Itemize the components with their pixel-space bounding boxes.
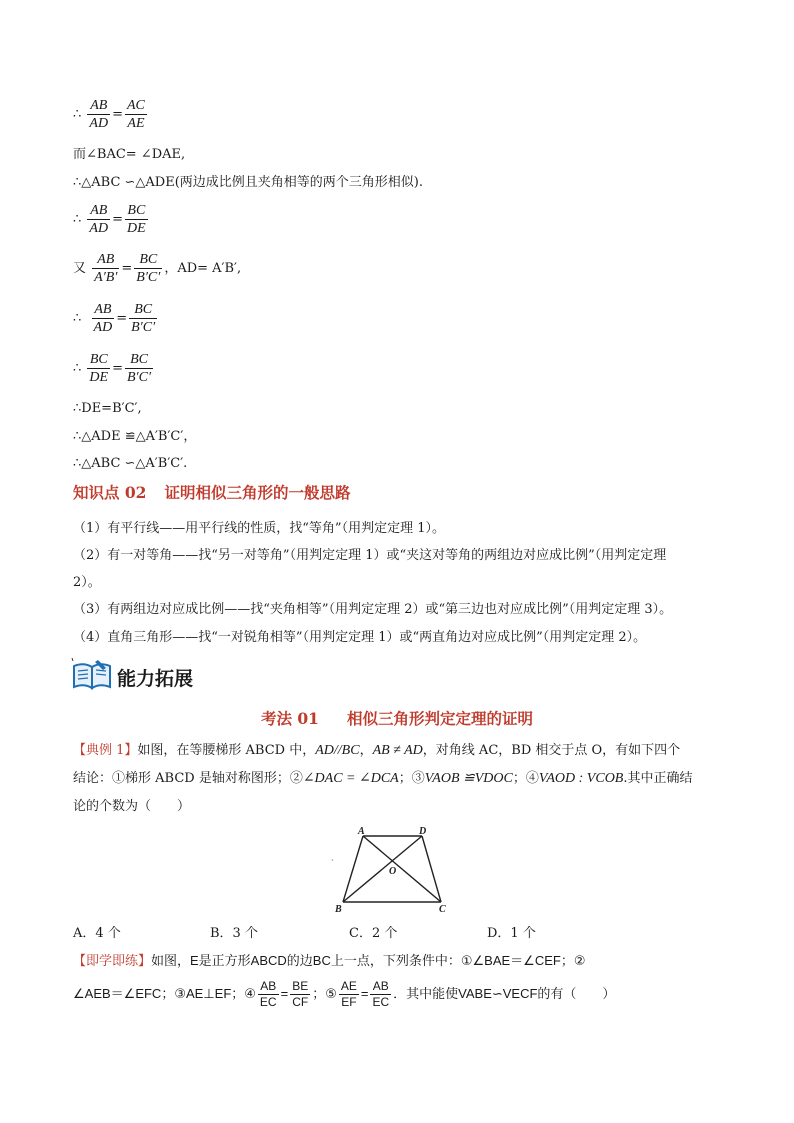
fraction: $\frac{BC}{B'C'}$ xyxy=(136,252,161,285)
trapezoid-figure xyxy=(325,826,455,920)
proof-line-6: ∴ $\frac{AB}{AD}$ = $\frac{BC}{B'C'}$ xyxy=(73,302,156,335)
fraction: $\frac{AB}{EC}$ xyxy=(372,979,390,1009)
proof-line-4: ∴ $\frac{AB}{AD}$ = $\frac{BC}{DE}$ xyxy=(73,203,146,236)
option-d: D．1 个 xyxy=(487,926,536,941)
ability-title: 能力拓展 xyxy=(117,668,194,690)
proof-line-10: ∴△ABC ∽△A′B′C′. xyxy=(73,456,188,471)
svg-text:`: ` xyxy=(331,858,334,868)
example-tag: 【典例 1】 xyxy=(73,743,138,758)
fraction: $\frac{BC}{DE}$ xyxy=(89,352,109,385)
k2-item-2-cont: 2）。 xyxy=(73,575,101,590)
fraction: $\frac{AB}{EC}$ xyxy=(259,979,277,1009)
practice-tag: 【即学即练】 xyxy=(73,954,152,969)
proof-line-8: ∴DE=B′C′, xyxy=(73,401,142,416)
vertex-label-D: D xyxy=(419,826,427,837)
k2-item-1: （1）有平行线——用平行线的性质，找“等角”（用判定定理 1）。 xyxy=(73,521,445,536)
fraction: $\frac{AB}{A'B'}$ xyxy=(94,252,118,285)
fraction: $\frac{AB}{AD}$ xyxy=(89,203,109,236)
therefore-symbol: ∴ xyxy=(73,107,82,122)
fraction: $\frac{BC}{B'C'}$ xyxy=(127,352,152,385)
fraction: $\frac{AB}{AD}$ xyxy=(93,302,113,335)
k2-item-4: （4）直角三角形——找“一对锐角相等”（用判定定理 1）或“两直角边对应成比例”（用判定定理 2）。 xyxy=(73,630,647,645)
proof-line-3: ∴△ABC ∽△ADE(两边成比例且夹角相等的两个三角形相似). xyxy=(73,175,423,190)
proof-line-1: ∴ $\frac{AB}{AD}$ = $\frac{AC}{AE}$ xyxy=(73,98,145,131)
proof-line-2: 而∠BAC= ∠DAE, xyxy=(73,147,186,162)
practice-line-2: ∠AEB＝∠EFC；③AE⊥EF；④ $\frac{AB}{EC}$ = $\frac{BE}{CF}$ ；⑤ $\frac{AE}{EF}$ = $\frac{AB}{EC}$ ．其中能使VABE∽VECF的有（ ） xyxy=(73,979,616,1009)
option-a: A．4 个 xyxy=(73,926,121,941)
fraction: $\frac{BC}{DE}$ xyxy=(127,203,146,236)
example-line-2: 结论：①梯形 ABCD 是轴对称图形；②∠DAC = ∠DCA；③VAOB ≌VDOC；④VAOD : VCOB.其中正确结 xyxy=(73,771,693,786)
fraction: $\frac{AE}{EF}$ xyxy=(340,979,357,1009)
proof-line-7: ∴ $\frac{BC}{DE}$ = $\frac{BC}{B'C'}$ xyxy=(73,352,152,385)
example-line-1: 【典例 1】如图，在等腰梯形 ABCD 中，AD//BC，AB ≠ AD，对角线 AC，BD 相交于点 O，有如下四个 xyxy=(73,743,681,758)
option-b: B．3 个 xyxy=(210,926,258,941)
fraction: $\frac{BE}{CF}$ xyxy=(292,979,309,1009)
vertex-label-O: O xyxy=(389,866,397,877)
option-c: C．2 个 xyxy=(349,926,398,941)
fraction: $\frac{AC}{AE}$ xyxy=(127,98,145,131)
vertex-label-B: B xyxy=(335,904,342,915)
knowledge-point-heading: 知识点 02 证明相似三角形的一般思路 xyxy=(73,483,351,502)
vertex-label-C: C xyxy=(439,904,446,915)
method-heading: 考法 01 相似三角形判定定理的证明 xyxy=(261,709,533,728)
vertex-label-A: A xyxy=(358,826,365,837)
book-icon xyxy=(70,656,114,696)
fraction: $\frac{AB}{AD}$ xyxy=(89,98,109,131)
proof-line-9: ∴△ADE ≌△A′B′C′， xyxy=(73,429,197,444)
practice-line-1: 【即学即练】如图，E是正方形ABCD的边BC上一点，下列条件中：①∠BAE＝∠CEF；② xyxy=(73,953,586,969)
example-line-3: 论的个数为（ ） xyxy=(73,799,191,814)
k2-item-3: （3）有两组边对应成比例——找“夹角相等”（用判定定理 2）或“第三边也对应成比例”（用判定定理 3）。 xyxy=(73,602,673,617)
k2-item-2: （2）有一对等角——找“另一对等角”（用判定定理 1）或“夹这对等角的两组边对应成比例”（用判定定理 xyxy=(73,548,667,563)
proof-line-5: 又 $\frac{AB}{A'B'}$ = $\frac{BC}{B'C'}$ ，AD= A′B′, xyxy=(73,252,242,285)
fraction: $\frac{BC}{B'C'}$ xyxy=(131,302,156,335)
